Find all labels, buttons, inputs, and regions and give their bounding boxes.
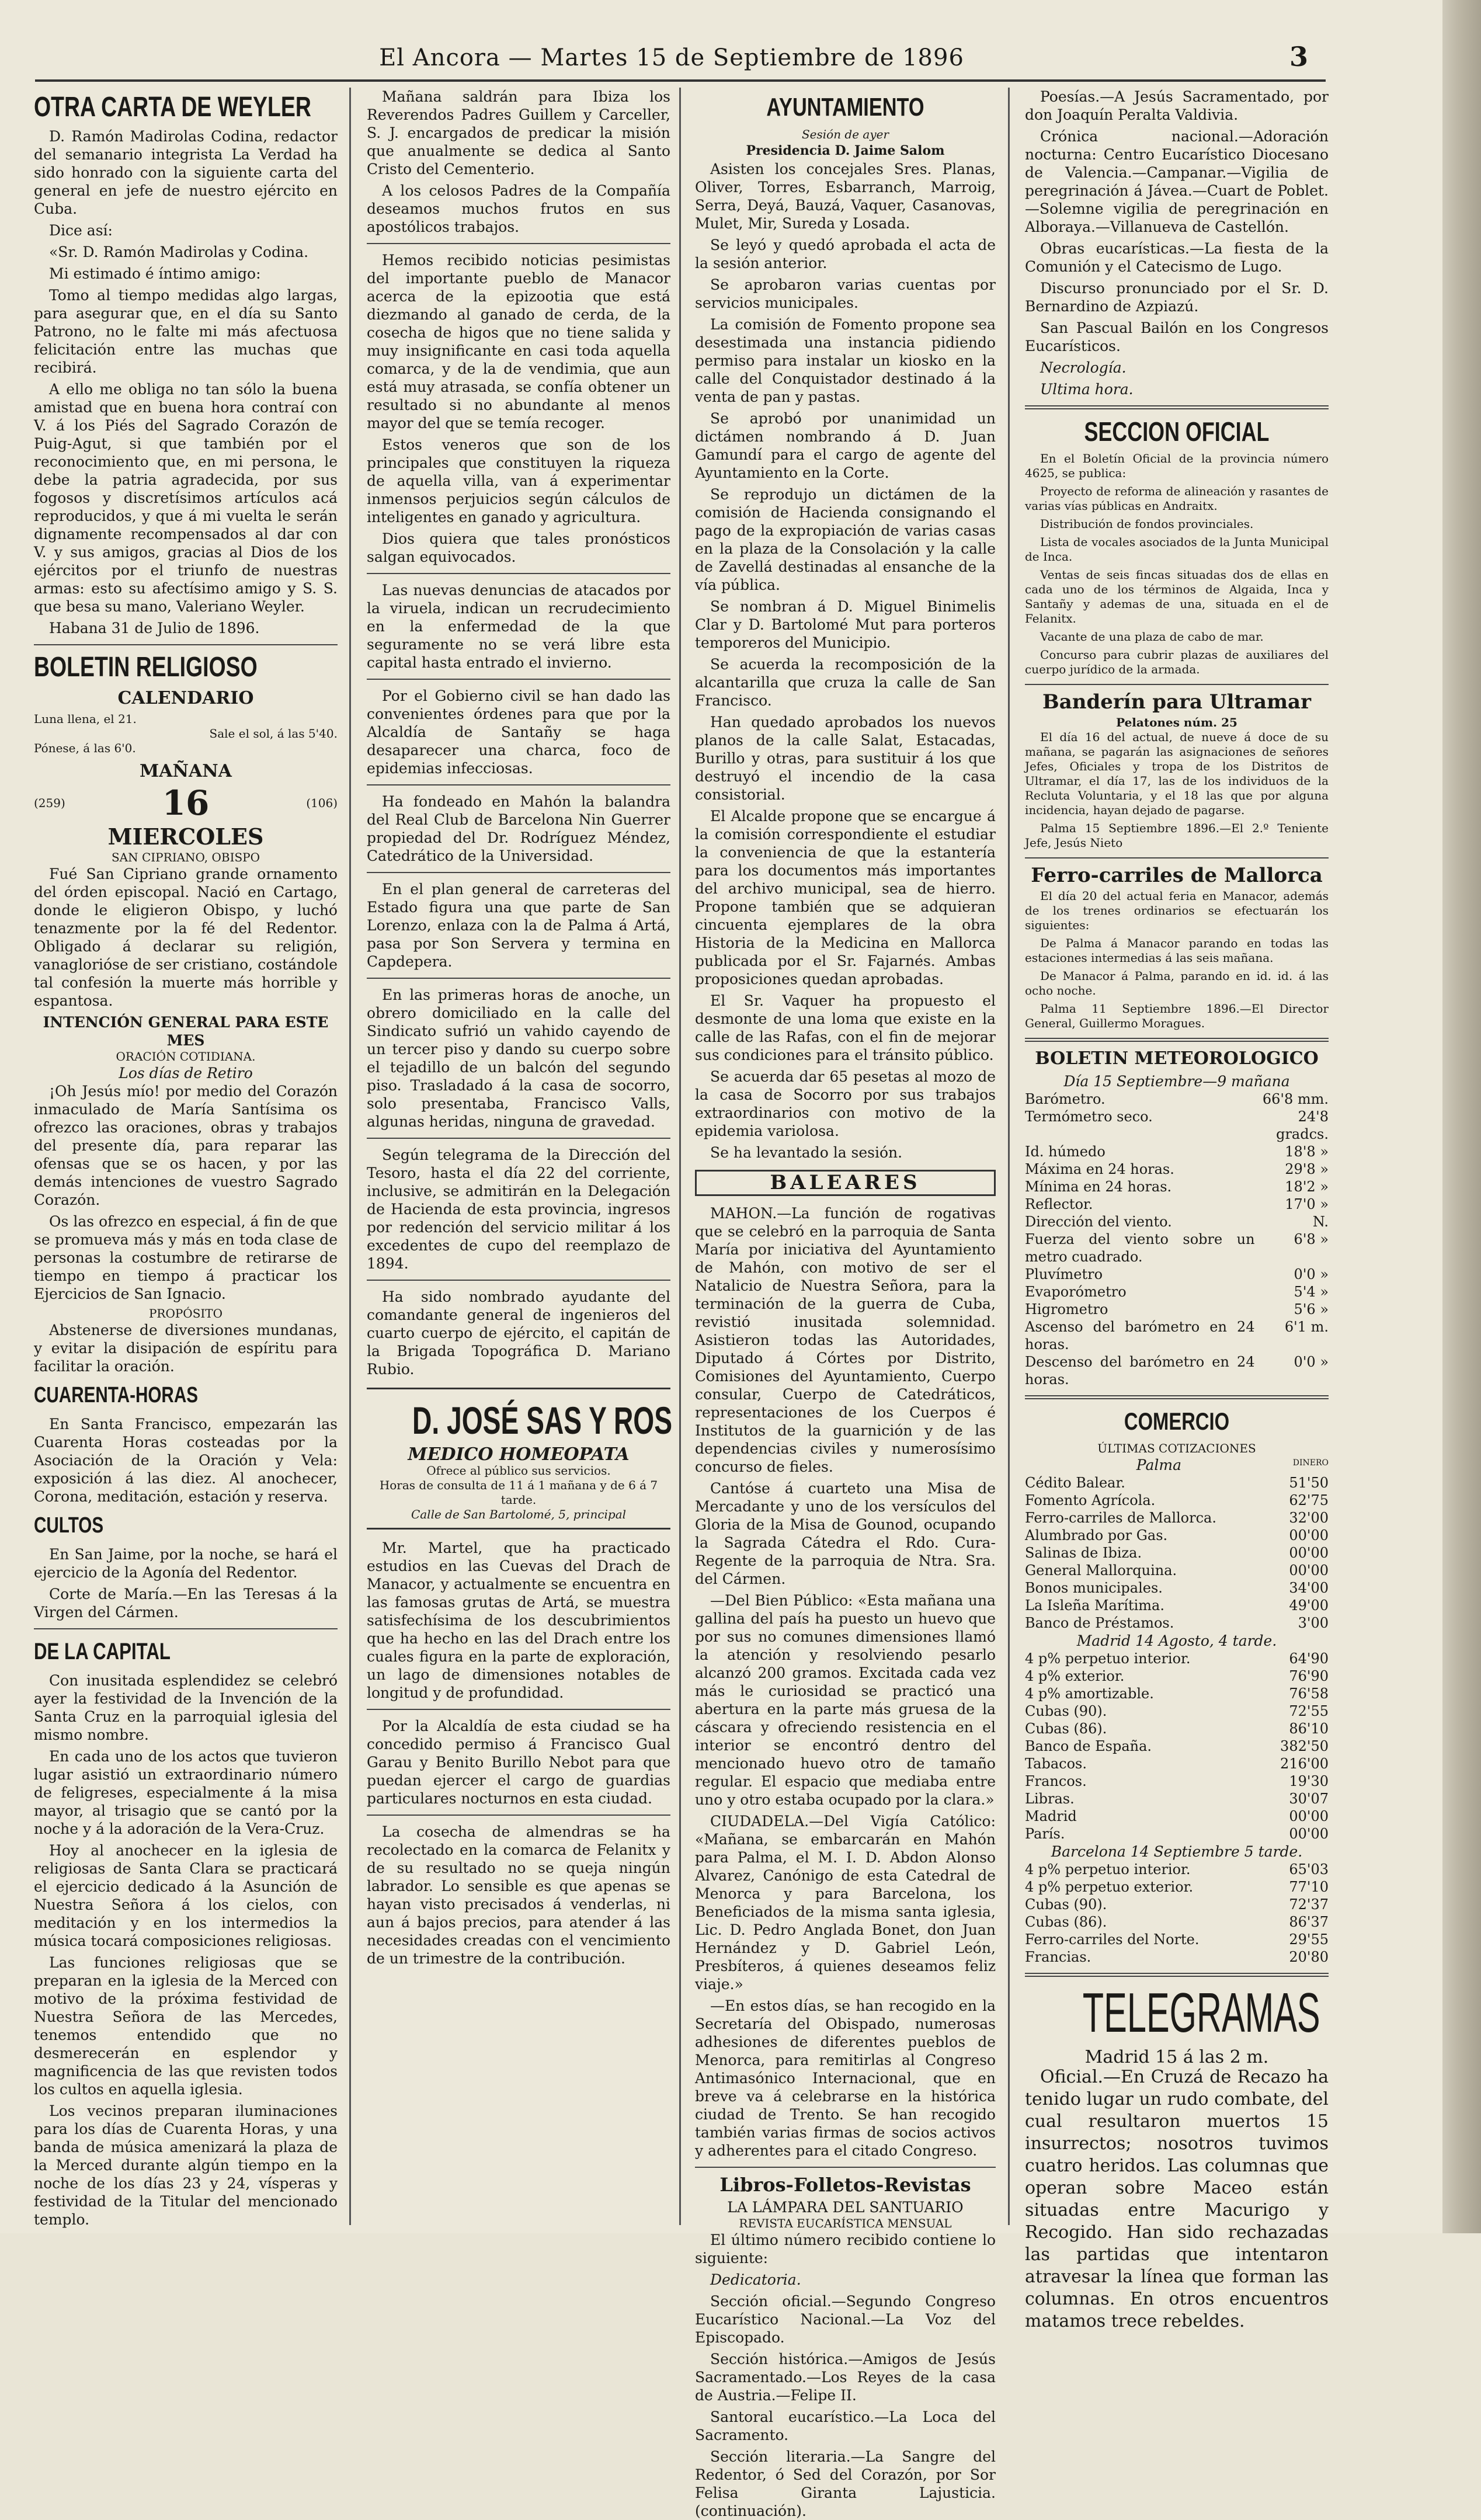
row-value: 65'03 [1289,1861,1329,1878]
row-value: 64'90 [1289,1650,1329,1667]
row-value: 30'07 [1289,1791,1329,1807]
day-number: 16 [162,783,210,823]
row-value: 0'0 » [1294,1354,1329,1370]
row-value: 32'00 [1289,1510,1329,1526]
table-row [1025,1544,1329,1562]
paragraph: Proyecto de reforma de alineación y rasantes de varias vías públicas en Andraitx. [1025,484,1329,513]
paragraph: La cosecha de almendras se ha recolectado en la comarca de Felanitx y de su resultado no se queja ningún labrador. Lo sensible es que apenas se hayan visto precisados á venderlas, ni aun á bajos precios, para atender á las necesidades creadas con el vencimiento de un trimestre de la contribución. [367,1823,670,1967]
row-label: Fomento Agrícola. [1025,1492,1156,1508]
table-row [1025,1878,1329,1896]
paragraph: Sección oficial.—Segundo Congreso Eucarístico Nacional.—La Voz del Episcopado. [695,2293,996,2346]
calendario-heading: CALENDARIO [117,688,254,708]
sunrise-info: Sale el sol, á las 5'40. [209,727,338,741]
column-1 [34,88,338,2231]
row-label: 4 p% perpetuo interior. [1025,1861,1191,1878]
paragraph: MAHON.—La función de rogativas que se celebró en la parroquia de Santa María por iniciativa del Ayuntamiento de Mahón, con motivo de ser el Natalicio de Nuestra Señora, para la terminación de la guerra de Cuba, revistió inusitada solemnidad. Asistieron todas las Autoridades, Diputado á Córtes por Distrito, Comisiones del Ayuntamiento, Cuerpo consular, Cuerpo de Catedráticos, representaciones de los Cuerpos é Institutos de la guarnición y de las dependencias civiles y numerosísimo concurso de fieles. [695,1205,996,1475]
row-value: 51'50 [1289,1475,1329,1491]
row-value: 216'00 [1280,1756,1329,1772]
divider [1025,857,1329,858]
row-value: 24'8 gradcs. [1276,1108,1329,1142]
table-row [1025,1492,1329,1509]
table-row [1025,1737,1329,1755]
ad-address: Calle de San Bartolomé, 5, principal [411,1507,627,1521]
paragraph: Crónica nacional.—Adoración nocturna: Centro Eucarístico Diocesano de Valencia.—Campanar.—Vigilia de peregrinación á Jávea.—Cuart de Poblet.—Solemne vigilia de peregrinación en Alboraya.—Villanueva de Castellón. [1025,128,1329,235]
cotizaciones-subheading: ÚLTIMAS COTIZACIONES [1097,1441,1256,1455]
row-label: 4 p% exterior. [1025,1668,1125,1684]
row-value: 66'8 mm. [1262,1091,1329,1107]
paragraph: De Manacor á Palma, parando en id. id. á las ocho noche. [1025,969,1329,997]
oracion-heading: ORACIÓN COTIDIANA. [116,1049,256,1063]
dinero-label: DINERO [1292,1458,1329,1468]
ad-line: Ofrece al público sus servicios. [426,1464,611,1478]
paragraph: Con inusitada esplendidez se celebró ayer la festividad de la Invención de la Santa Cruz en la parroquial iglesia del mismo nombre. [34,1672,338,1743]
palma-subheading: Palma [1136,1457,1181,1473]
telegramas-headline: TELEGRAMAS [1082,1982,1320,2044]
paragraph: Se nombran á D. Miguel Binimelis Clar y D. Bartolomé Mut para porteros temporeros del Municipio. [695,598,996,651]
page-header [35,41,1308,82]
row-label: Banco de España. [1025,1738,1152,1754]
table-row [1025,1266,1329,1283]
paragraph: Tomo al tiempo medidas algo largas, para asegurar que, en el día su Santo Patrono, no le falte mi más afectuosa felicitación entre las muchas que recibirá. [34,287,338,376]
days-remaining: (106) [306,795,338,810]
row-label: Libras. [1025,1791,1075,1807]
paragraph: —Del Bien Público: «Esta mañana una gallina del país ha puesto un huevo que por sus no comunes dimensiones llamó la atención y resolviendo pesarlo alcanzó 200 gramos. Excitada cada vez más le curiosidad se practicó una abertura en la parte más gruesa de la cáscara y ofreciendo resistencia en el interior se encontró dentro del mencionado huevo otro de tamaño regular. El espacio que mediaba entre uno y otro estaba ocupado por la clara.» [695,1592,996,1808]
row-label: Cédito Balear. [1025,1475,1125,1491]
paragraph: Dios quiera que tales pronósticos salgan equivocados. [367,530,670,565]
row-value: 17'0 » [1285,1196,1329,1212]
divider [367,1815,670,1816]
row-value: 76'90 [1289,1668,1329,1684]
paragraph: Discurso pronunciado por el Sr. D. Bernardino de Azpiazú. [1025,280,1329,315]
row-label: Cubas (86). [1025,1914,1107,1930]
moon-info: Luna llena, el 21. [34,712,137,726]
table-row [1025,1160,1329,1178]
row-value: 77'10 [1289,1879,1329,1895]
paragraph: Distribución de fondos provinciales. [1040,517,1254,531]
row-label: Descenso del barómetro en 24 horas. [1025,1354,1255,1388]
divider [367,784,670,785]
divider [367,573,670,574]
divider [367,978,670,979]
column-divider [679,88,681,2225]
paragraph: Se acuerda la recomposición de la alcantarilla que cruza la calle de San Francisco. [695,656,996,709]
divider [1025,684,1329,685]
row-label: Cubas (90). [1025,1896,1107,1913]
row-label: Francos. [1025,1773,1087,1789]
row-value: 72'55 [1289,1703,1329,1719]
column-3 [695,88,996,2519]
paragraph: En el Boletín Oficial de la provincia número 4625, se publica: [1025,451,1329,480]
paragraph: En el plan general de carreteras del Estado figura una que parte de San Lorenzo, enlaza con la de Palma á Artá, pasa por Son Servera y termina en Capdepera. [367,881,670,970]
row-label: Tabacos. [1025,1756,1087,1772]
paragraph: —En estos días, se han recogido en la Secretaría del Obispado, numerosas adhesiones de diferentes pueblos de Menorca, para remitirlas al Congreso Antimasónico Internacional, que en breve va á celebrarse en la histórica ciudad de Trento. Se han recogido también varias firmas de socios activos y adherentes para el citado Congreso. [695,1997,996,2159]
divider [367,1138,670,1139]
row-label: Cubas (86). [1025,1720,1107,1737]
row-value: 3'00 [1298,1615,1329,1631]
paragraph: Las nuevas denuncias de atacados por la viruela, indican un recrudecimiento en la enfermedad de la que seguramente no se verá libre esta capital hasta entrado el invierno. [367,582,670,671]
row-value: 382'50 [1280,1738,1329,1754]
table-row [1025,1301,1329,1318]
row-value: 86'37 [1289,1914,1329,1930]
paragraph: Obras eucarísticas.—La fiesta de la Comunión y el Catecismo de Lugo. [1025,240,1329,275]
column-4 [1025,88,1329,2331]
table-row [1025,1913,1329,1931]
paragraph: CIUDADELA.—Del Vigía Católico: «Mañana, se embarcarán en Mahón para Palma, el M. I. D. Abdon Alonso Alvarez, Canónigo de esta Catedral de Menorca y para Barcelona, los Beneficiados de la misma santa iglesia, Lic. D. Pedro Anglada Bonet, don Juan Hernández y D. Gabriel León, Presbíteros, á quienes deseamos feliz viaje.» [695,1813,996,1993]
meteo-table [1025,1090,1329,1388]
table-row [1025,1667,1329,1685]
table-row [1025,1825,1329,1843]
row-label: 4 p% amortizable. [1025,1685,1154,1702]
table-row [1025,1579,1329,1597]
paragraph: El último número recibido contiene lo siguiente: [695,2231,996,2267]
row-label: Reflector. [1025,1196,1093,1212]
table-row [1025,1353,1329,1388]
cultos-headline: CULTOS [34,1513,104,1538]
row-label: Salinas de Ibiza. [1025,1545,1142,1561]
paragraph: Hemos recibido noticias pesimistas del importante pueblo de Manacor acerca de la epizootia que está diezmando al ganado de cerda, de la cosecha de higos que no tiene salida y muy insignificante en casi toda aquella comarca, y de la de vendimia, que aun está muy atrasada, se confía obtener un resultado si no abundante al menos mayor del que se temía recoger. [367,252,670,432]
saint-name: SAN CIPRIANO, OBISPO [111,850,260,864]
paragraph: ¡Oh Jesús mío! por medio del Corazón inmaculado de María Santísima os ofrezco las oraciones, obras y trabajos del presente día, para reparar las ofensas que se os hacen, y por las demás intenciones de vuestro Sagrado Corazón. [34,1083,338,1208]
table-row [1025,1614,1329,1632]
table-row [1025,1790,1329,1808]
meteo-headline: BOLETIN METEOROLOGICO [1035,1048,1319,1069]
paragraph: Ventas de seis fincas situadas dos de ellas en cada uno de los términos de Algaida, Inca y Santañy y ademas de una, situada en el de Felanitx. [1025,568,1329,625]
paragraph: El Sr. Vaquer ha propuesto el desmonte de una loma que existe en la calle de las Rafas, con el fin de mejorar sus condiciones para el tránsito público. [695,992,996,1063]
table-row [1025,1755,1329,1772]
paragraph: Por el Gobierno civil se han dado las convenientes órdenes para que por la Alcaldía de Santañy se haga desaparecer una charca, foco de epidemias infecciosas. [367,687,670,777]
table-row [1025,1931,1329,1948]
row-label: Ascenso del barómetro en 24 horas. [1025,1319,1255,1353]
paragraph: Según telegrama de la Dirección del Tesoro, hasta el día 22 del corriente, inclusive, se admitirán en la Delegación de Hacienda de esta provincia, ingresos por redención del servicio militar á los excedentes de cupo del reemplazo de 1894. [367,1146,670,1272]
table-row [1025,1948,1329,1966]
paragraph: De Palma á Manacor parando en todas las estaciones intermedias á las seis mañana. [1025,936,1329,965]
ad-name: D. JOSÉ SAS Y ROS [412,1399,673,1442]
paragraph: A ello me obliga no tan sólo la buena amistad que en buena hora contraí con V. á los Piés del Sagrado Corazón de Puig-Agut, si que también por el reconocimiento que, en mi persona, le debe la patria agradecida, por sus fogosos y discretísimos artículos acá reproducidos, y que á mi vuelta le serán dignamente recompensados al dar con V. y sus amigos, gracias al Dios de los ejércitos por el triunfo de nuestras armas: esto su afectísimo amigo y S. S. que besa su mano, Valeriano Weyler. [34,381,338,615]
paragraph: Concurso para cubrir plazas de auxiliares del cuerpo jurídico de la armada. [1025,648,1329,676]
paragraph: Santoral eucarístico.—La Loca del Sacramento. [695,2408,996,2443]
divider [367,872,670,873]
row-value: 18'2 » [1285,1179,1329,1195]
table-row [1025,1562,1329,1579]
table-row [1025,1178,1329,1195]
row-value: 86'10 [1289,1720,1329,1737]
row-label: Ferro-carriles de Mallorca. [1025,1510,1216,1526]
paragraph: Se leyó y quedó aprobada el acta de la sesión anterior. [695,237,996,272]
baleares-banner: BALEARES [695,1170,996,1196]
divider [367,1709,670,1710]
table-row [1025,1108,1329,1143]
divider [367,243,670,244]
comercio-headline: COMERCIO [1124,1407,1230,1435]
column-divider [349,88,351,2225]
table-row [1025,1808,1329,1825]
dateline: Habana 31 de Julio de 1896. [49,620,260,637]
paragraph: El día 16 del actual, de nueve á doce de su mañana, se pagarán las asignaciones de señores Jefes, Oficiales y tropa de los Distritos de Ultramar, el día 17, las de los individuos de la Recluta Voluntaria, y el 18 las que por alguna incidencia, hayan dejado de pagarse. [1025,730,1329,817]
row-value: 49'00 [1289,1597,1329,1614]
paragraph: Cantóse á cuarteto una Misa de Mercadante y uno de los versículos del Gloria de la Misa de Gounod, ocupando la Sagrada Cátedra el Rdo. Cura-Regente de la parroquia de Ntra. Sra. del Cármen. [695,1480,996,1587]
column-2 [367,88,673,2231]
page-number: 3 [1289,41,1308,72]
divider [695,2167,996,2168]
row-value: 00'00 [1289,1808,1329,1824]
telegram-text: Oficial.—En Cruzá de Recazo ha tenido lugar un rudo combate, del cual resultaron muertos 15 insurrectos; nosotros tuvimos cuatro heridos. Las columnas que operan sobre Maceo están situadas entre Macurigo y Recogido. Han sido rechazadas las partidas que intentaron atravesar la línea que forman las columnas. En otros encuentros matamos trece rebeldes. [1025,2067,1329,2331]
row-value: 20'80 [1289,1949,1329,1965]
palma-table [1025,1474,1329,1632]
paragraph: Poesías.—A Jesús Sacramentado, por don Joaquín Peralta Valdivia. [1025,88,1329,123]
divider [367,679,670,680]
paragraph: En Santa Francisco, empezarán las Cuarenta Horas costeadas por la Asociación de la Oración y Vela: exposición á las diez. Al anochecer, Corona, meditación, estación y reserva. [34,1416,338,1505]
weekday: MIERCOLES [107,823,264,850]
row-label: Termómetro seco. [1025,1108,1153,1125]
paragraph: Las funciones religiosas que se preparan en la iglesia de la Merced con motivo de la próxima festividad de Nuestra Señora de las Mercedes, tenemos entendido que no desmerecerán en esplendor y magnificencia de las que revisten todos los cultos en aquella iglesia. [34,1954,338,2098]
paragraph: Se aprobó por unanimidad un dictámen nombrando á D. Juan Gamundí para el cargo de agente del Ayuntamiento en la Corte. [695,410,996,481]
table-row [1025,1090,1329,1108]
libros-headline: Libros-Folletos-Revistas [719,2174,971,2196]
retiro-heading: Los días de Retiro [119,1065,253,1082]
ayuntamiento-headline: AYUNTAMIENTO [766,93,924,121]
column-divider [1008,88,1010,2225]
paragraph: Corte de María.—En las Teresas á la Virgen del Cármen. [34,1586,338,1621]
calendar-day [34,785,338,821]
row-label: La Isleña Marítima. [1025,1597,1164,1614]
row-value: 00'00 [1289,1562,1329,1579]
row-label: Id. húmedo [1025,1143,1105,1160]
pelatones-subheading: Pelatones núm. 25 [1116,715,1237,729]
row-value: 72'37 [1289,1896,1329,1913]
paragraph: Hoy al anochecer en la iglesia de religiosas de Santa Clara se practicará el ejercicio dedicado á la Asunción de Nuestra Señora á los cielos, con meditación y en los intermedios la música tocará composiciones religiosas. [34,1842,338,1949]
paragraph: Os las ofrezco en especial, á fin de que se promueva más y más en toda clase de personas la costumbre de retirarse de tiempo en tiempo á practicar los Ejercicios de San Ignacio. [34,1213,338,1302]
oficial-headline: SECCION OFICIAL [1084,416,1270,447]
paragraph: Mr. Martel, que ha practicado estudios en las Cuevas del Drach de Manacor, y actualmente se encuentra en las famosas grutas de Artá, se muestra satisfechísima de los descubrimientos que ha hecho en las del Drach entre los cuales figura en la parte de exploración, un lago de dimensiones notables de longitud y de profundidad. [367,1539,670,1701]
table-row [1025,1143,1329,1160]
divider [34,1628,338,1629]
boletin-headline: BOLETIN RELIGIOSO [34,652,258,683]
row-label: Bonos municipales. [1025,1580,1163,1596]
divider [367,1280,670,1281]
meteo-date: Día 15 Septiembre—9 mañana [1063,1073,1290,1090]
row-label: Mínima en 24 horas. [1025,1179,1172,1195]
intencion-heading: INTENCIÓN GENERAL PARA ESTE MES [43,1014,329,1049]
table-row [1025,1509,1329,1527]
cuarenta-headline: CUARENTA-HORAS [34,1383,199,1407]
paragraph: Ha fondeado en Mahón la balandra del Real Club de Barcelona Nin Guerrer propiedad del Dr. Rodríguez Méndez, Catedrático de la Universidad. [367,793,670,864]
paragraph: A los celosos Padres de la Compañía deseamos muchos frutos en sus apostólicos trabajos. [367,182,670,235]
table-row [1025,1896,1329,1913]
sesion-subheading: Sesión de ayer [801,127,889,141]
ferro-headline: Ferro-carriles de Mallorca [1031,864,1323,887]
row-value: N. [1312,1214,1329,1230]
doctor-advertisement [367,1388,673,1530]
barcelona-subheading: Barcelona 14 Septiembre 5 tarde. [1051,1843,1303,1860]
paragraph: Han quedado aprobados los nuevos planos de la calle Salat, Estacadas, Burillo y otras, para sustituir á los que destruyó el incendio de la casa consistorial. [695,714,996,803]
telegram-dateline: Madrid 15 á las 2 m. [1084,2047,1269,2067]
table-row [1025,1527,1329,1544]
row-label: Banco de Préstamos. [1025,1615,1174,1631]
row-value: 29'55 [1289,1931,1329,1948]
paragraph: Palma 15 Septiembre 1896.—El 2.º Teniente Jefe, Jesús Nieto [1025,821,1329,850]
paragraph: Sección literaria.—La Sangre del Redentor, ó Sed del Corazón, por Sor Felisa Giranta Lajusticia. (continuación). [695,2448,996,2519]
day-of-year: (259) [34,795,65,810]
lampara-title: LA LÁMPARA DEL SANTUARIO [727,2199,964,2216]
page-header-title: El Ancora — Martes 15 de Septiembre de 1896 [379,44,964,71]
row-value: 5'6 » [1294,1301,1329,1318]
row-value: 29'8 » [1285,1161,1329,1177]
paragraph: Abstenerse de diversiones mundanas, y evitar la disipación de espíritu para facilitar la oración. [34,1322,338,1375]
divider [1025,1038,1329,1042]
row-label: Ferro-carriles del Norte. [1025,1931,1200,1948]
madrid-table [1025,1650,1329,1843]
paragraph: Lista de vocales asociados de la Junta Municipal de Inca. [1025,535,1329,564]
paragraph: Por la Alcaldía de esta ciudad se ha concedido permiso á Francisco Gual Garau y Benito Burillo Nebot para que puedan ejercer el cargo de guardias particulares nocturnos en esta ciudad. [367,1718,670,1807]
table-row [1025,1231,1329,1266]
row-label: Fuerza del viento sobre un metro cuadrado. [1025,1231,1255,1265]
row-label: Alumbrado por Gas. [1025,1527,1168,1544]
paragraph: Ha sido nombrado ayudante del comandante general de ingenieros del cuarto cuerpo de ejército, el capitán de la Brigada Topográfica D. Mariano Rubio. [367,1288,670,1378]
paragraph: Asisten los concejales Sres. Planas, Oliver, Torres, Esbarranch, Marroig, Serra, Deyá, Bauzá, Vaquer, Casanovas, Mulet, Mir, Sureda y Losada. [695,161,996,232]
paragraph: Dice así: [49,222,113,239]
row-value: 0'0 » [1294,1266,1329,1282]
paragraph: Mi estimado é íntimo amigo: [49,265,261,282]
row-label: Francias. [1025,1949,1091,1965]
table-row [1025,1195,1329,1213]
paragraph: Ultima hora. [1040,381,1134,398]
table-row [1025,1283,1329,1301]
row-label: Madrid [1025,1808,1077,1824]
table-row [1025,1720,1329,1737]
row-value: 00'00 [1289,1826,1329,1842]
row-value: 00'00 [1289,1545,1329,1561]
paragraph: En las primeras horas de anoche, un obrero domiciliado en la calle del Sindicato sufrió un vahido cayendo de un tercer piso y dando su cuerpo sobre el tejadillo de un balcón del segundo piso. Trasladado á la casa de socorro, solo presentaba, Francisco Valls, algunas heridas, ninguna de gravedad. [367,986,670,1130]
presidencia-subheading: Presidencia D. Jaime Salom [746,143,945,158]
banderin-headline: Banderín para Ultramar [1042,690,1311,714]
header-rule [35,79,1326,82]
ad-line: Horas de consulta de 11 á 1 mañana y de 6 á 7 tarde. [379,1478,658,1507]
table-row [1025,1650,1329,1667]
table-row [1025,1474,1329,1492]
sunset-info: Pónese, á las 6'0. [34,741,136,755]
paragraph: Vacante de una plaza de cabo de mar. [1040,630,1264,644]
page-binding-edge [1442,0,1481,2233]
row-value: 6'1 m. [1284,1319,1329,1335]
table-row [1025,1702,1329,1720]
paragraph: Los vecinos preparan iluminaciones para los días de Cuarenta Horas, y una banda de música amenizará la plaza de la Merced durante algún tiempo en la noche de los días 23 y 24, vísperas y festividad de la Titular del mencionado templo. [34,2102,338,2228]
paragraph: La comisión de Fomento propone sea desestimada una instancia pidiendo permiso para instalar un kiosko en la calle del Conquistador destinado á la venta de pan y pastas. [695,316,996,405]
paragraph: Mañana saldrán para Ibiza los Reverendos Padres Guillem y Carceller, S. J. encargados de predicar la misión que anualmente se dedica al Santo Cristo del Cementerio. [367,88,670,178]
row-value: 19'30 [1289,1773,1329,1789]
row-label: Evaporómetro [1025,1284,1127,1300]
paragraph: Se acuerda dar 65 pesetas al mozo de la casa de Socorro por sus trabajos extraordinarios con motivo de la epidemia variolosa. [695,1068,996,1139]
ad-title: MEDICO HOMEOPATA [408,1444,630,1465]
divider [34,644,338,645]
paragraph: Se aprobaron varias cuentas por servicios municipales. [695,276,996,311]
paragraph: En San Jaime, por la noche, se hará el ejercicio de la Agonía del Redentor. [34,1546,338,1581]
row-label: Dirección del viento. [1025,1214,1172,1230]
table-row [1025,1685,1329,1702]
row-label: París. [1025,1826,1065,1842]
row-label: Máxima en 24 horas. [1025,1161,1174,1177]
row-value: 62'75 [1289,1492,1329,1508]
row-label: Pluvímetro [1025,1266,1103,1282]
table-row [1025,1597,1329,1614]
row-label: General Mallorquina. [1025,1562,1177,1579]
row-label: 4 p% perpetuo exterior. [1025,1879,1194,1895]
paragraph: San Pascual Bailón en los Congresos Eucarísticos. [1025,319,1329,354]
weyler-headline: OTRA CARTA DE WEYLER [34,92,311,123]
divider [1025,1395,1329,1399]
row-value: 6'8 » [1294,1231,1329,1247]
revista-subtitle: REVISTA EUCARÍSTICA MENSUAL [739,2216,952,2230]
divider [1025,405,1329,409]
divider [1025,1973,1329,1977]
barcelona-table [1025,1861,1329,1966]
paragraph: Necrología. [1040,359,1127,376]
row-label: Cubas (90). [1025,1703,1107,1719]
paragraph: Se ha levantado la sesión. [710,1144,903,1161]
paragraph: Palma 11 Septiembre 1896.—El Director General, Guillermo Moragues. [1025,1002,1329,1030]
paragraph: D. Ramón Madirolas Codina, redactor del semanario integrista La Verdad ha sido honrado con la siguiente carta del general en jefe de nuestro ejército en Cuba. [34,128,338,217]
paragraph: Estos veneros que son de los principales que constituyen la riqueza de aquella villa, van á experimentar inmensos perjuicios según cálculos de inteligentes en ganado y agricultura. [367,436,670,526]
table-row [1025,1861,1329,1878]
paragraph: Fué San Cipriano grande ornamento del órden episcopal. Nació en Cartago, donde le eligieron Obispo, y luchó tenazmente por la fé del Redentor. Obligado á declarar su religión, vanaglorióse de ser cristiano, costándole tal confesión la muerte más horrible y espantosa. [34,866,338,1009]
row-label: Barómetro. [1025,1091,1105,1107]
manana-heading: MAÑANA [140,761,232,781]
paragraph: Sección histórica.—Amigos de Jesús Sacramentado.—Los Reyes de la casa de Austria.—Felipe II. [695,2351,996,2404]
paragraph: Dedicatoria. [710,2271,801,2288]
row-value: 76'58 [1289,1685,1329,1702]
paragraph: En cada uno de los actos que tuvieron lugar asistió un extraordinario número de feligreses, especialmente á la misa mayor, al trisagio que se cantó por la noche y á la adoración de la Vera-Cruz. [34,1748,338,1837]
paragraph: El Alcalde propone que se encargue á la comisión correspondiente el estudiar la conveniencia de que la estantería para los documentos más importantes del archivo municipal, sea de hierro. Propone también que se adquieran cincuenta ejemplares de la obra Historia de la Medicina en Mallorca publicada por el Sr. Fajarnés. Ambas proposiciones quedan aprobadas. [695,808,996,988]
madrid-subheading: Madrid 14 Agosto, 4 tarde. [1076,1632,1277,1649]
proposito-heading: PROPÓSITO [148,1306,223,1320]
row-label: 4 p% perpetuo interior. [1025,1650,1191,1667]
paragraph: Se reprodujo un dictámen de la comisión de Hacienda consignando el pago de la expropiación de varias casas en la plaza de la Consolación y la calle de Zavellá destinadas al ensanche de la vía pública. [695,486,996,593]
paragraph: «Sr. D. Ramón Madirolas y Codina. [49,244,309,260]
row-value: 00'00 [1289,1527,1329,1544]
table-row [1025,1772,1329,1790]
table-row [1025,1318,1329,1353]
row-value: 34'00 [1289,1580,1329,1596]
table-row [1025,1213,1329,1231]
row-value: 18'8 » [1285,1143,1329,1160]
paragraph: El día 20 del actual feria en Manacor, además de los trenes ordinarios se efectuarán los siguientes: [1025,889,1329,932]
palma-subheading-row [1025,1456,1329,1474]
capital-headline: DE LA CAPITAL [34,1639,171,1664]
row-value: 5'4 » [1294,1284,1329,1300]
row-label: Higrometro [1025,1301,1108,1318]
